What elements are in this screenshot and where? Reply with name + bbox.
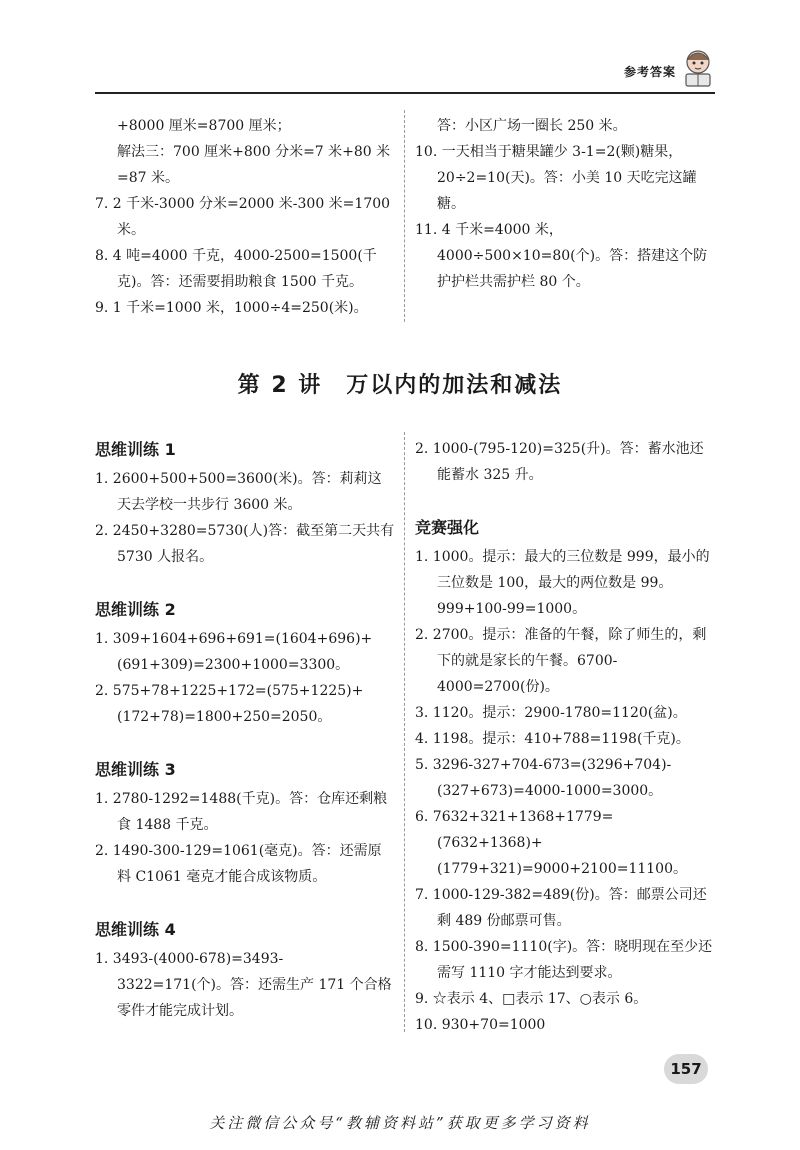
answer-item: 6. 7632+321+1368+1779=(7632+1368)+(1779+321)=9000+2100=11100。 [415, 809, 687, 877]
answer-item: 5. 3296-327+704-673=(3296+704)-(327+673)=4000-1000=3000。 [415, 757, 672, 799]
answer-item: 2. 575+78+1225+172=(575+1225)+(172+78)=1800+250=2050。 [95, 683, 364, 725]
answer-item: 1. 2600+500+500=3600(米)。答：莉莉这天去学校一共步行 3600 米。 [95, 471, 382, 513]
answer-item: 8. 4 吨=4000 千克，4000-2500=1500(千克)。答：还需要捐助粮食 1500 千克。 [95, 248, 377, 290]
answer-item: 10. 一天相当于糖果罐少 3-1=2(颗)糖果，20÷2=10(天)。答：小美 10 天吃完这罐糖。 [415, 144, 697, 212]
section-training-3 [95, 756, 395, 890]
answer-item: 4. 1198。提示：410+788=1198(千克)。 [415, 731, 690, 747]
answer-item: 1. 1000。提示：最大的三位数是 999，最小的三位数是 100，最大的两位数是 99。999+100-99=1000。 [415, 549, 710, 617]
section-heading: 思维训练 2 [95, 600, 176, 619]
continuation-right [415, 113, 715, 295]
section-heading: 思维训练 4 [95, 920, 176, 939]
header-divider [95, 92, 715, 94]
answer-item: 2. 1490-300-129=1061(毫克)。答：还需原料 C1061 毫克才能合成该物质。 [95, 843, 382, 885]
column-divider [404, 110, 405, 322]
section-heading: 思维训练 1 [95, 440, 176, 459]
answer-item: 1. 309+1604+696+691=(1604+696)+(691+309)=2300+1000=3300。 [95, 631, 373, 673]
header-label: 参考答案 [624, 65, 677, 79]
continuation-left [95, 113, 395, 321]
answer-item: 2. 2450+3280=5730(人)答：截至第二天共有 5730 人报名。 [95, 523, 395, 565]
answer-line: +8000 厘米=8700 厘米； [117, 118, 291, 134]
answer-item: 7. 2 千米-3000 分米=2000 米-300 米=1700 米。 [95, 196, 391, 238]
section-training-1 [95, 436, 395, 570]
answer-item: 2. 2700。提示：准备的午餐，除了师生的，剩下的就是家长的午餐。6700-4000=2700(份)。 [415, 627, 707, 695]
right-column [415, 436, 715, 1038]
answer-item: 2. 1000-(795-120)=325(升)。答：蓄水池还能蓄水 325 升。 [415, 441, 704, 483]
answer-line: 答：小区广场一圈长 250 米。 [437, 118, 627, 134]
footer-watermark: 关注微信公众号“教辅资料站”获取更多学习资料 [209, 1114, 591, 1132]
section-heading: 竞赛强化 [415, 518, 480, 537]
answer-item: 11. 4 千米=4000 米，4000÷500×10=80(个)。答：搭建这个防护护栏共需护栏 80 个。 [415, 222, 708, 290]
page-number: 157 [664, 1054, 708, 1084]
mascot-reading-icon [680, 48, 716, 88]
section-competition [415, 514, 715, 1038]
answer-line: 解法三：700 厘米+800 分米=7 米+80 米=87 米。 [117, 144, 391, 186]
answer-item: 9. 1 千米=1000 米，1000÷4=250(米)。 [95, 300, 368, 316]
answer-item: 8. 1500-390=1110(字)。答：晓明现在至少还需写 1110 字才能达到要求。 [415, 939, 713, 981]
answer-item: 7. 1000-129-382=489(份)。答：邮票公司还剩 489 份邮票可售。 [415, 887, 707, 929]
section-heading: 思维训练 3 [95, 760, 176, 779]
lecture-title: 第 2 讲 万以内的加法和减法 [237, 373, 563, 398]
column-divider [404, 432, 405, 1032]
answer-item: 9. ☆表示 4、□表示 17、○表示 6。 [415, 991, 648, 1007]
section-training-2 [95, 596, 395, 730]
answer-item: 10. 930+70=1000 [415, 1017, 546, 1033]
section-training-4 [95, 916, 395, 1024]
answer-item: 1. 3493-(4000-678)=3493-3322=171(个)。答：还需生产 171 个合格零件才能完成计划。 [95, 951, 392, 1019]
answer-item: 1. 2780-1292=1488(千克)。答：仓库还剩粮食 1488 千克。 [95, 791, 388, 833]
left-column [95, 436, 395, 1024]
answer-item: 3. 1120。提示：2900-1780=1120(盆)。 [415, 705, 687, 721]
